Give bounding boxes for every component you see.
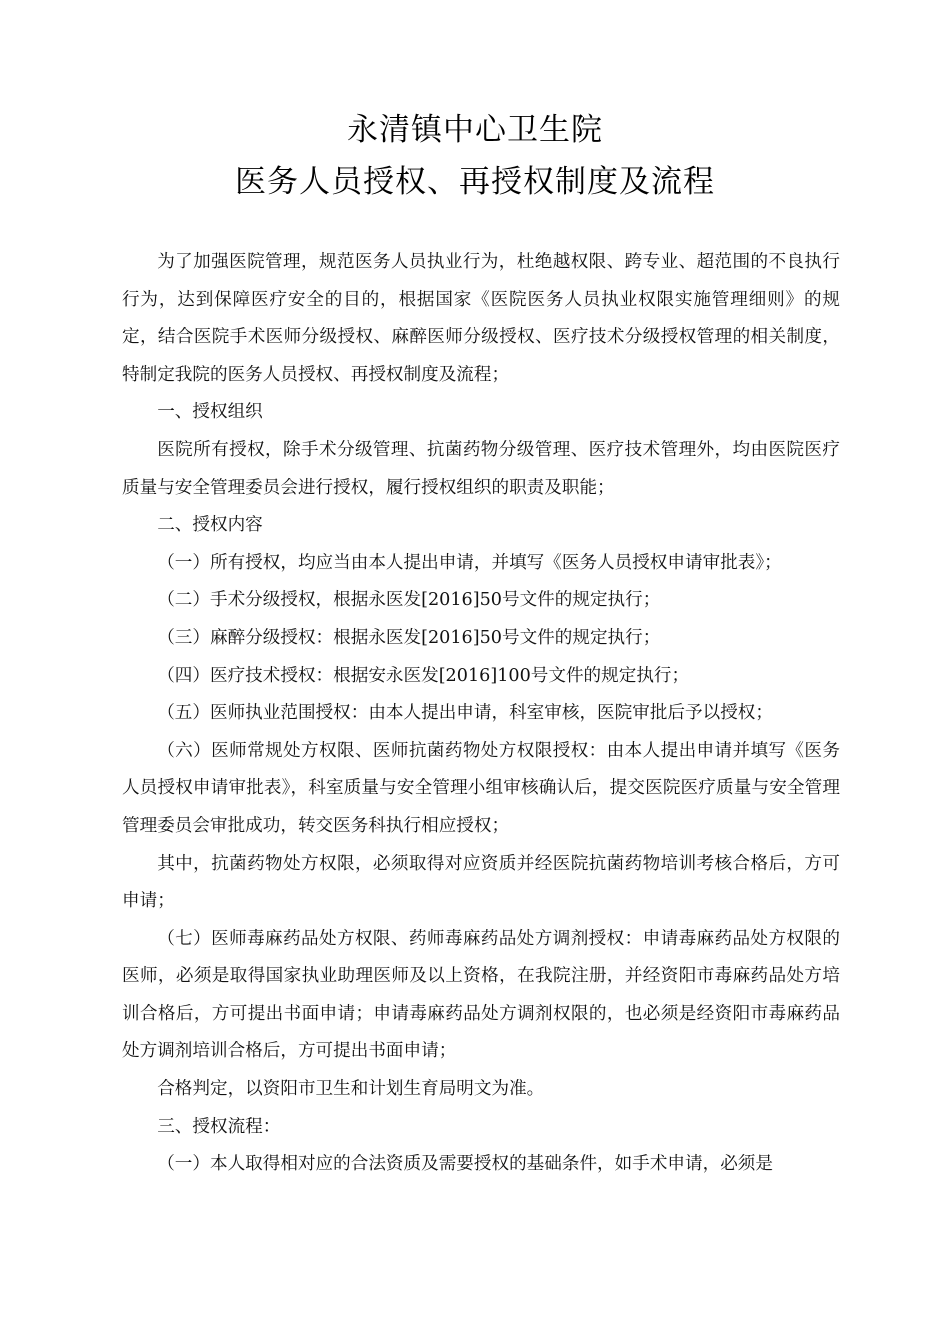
document-body xyxy=(122,244,840,1184)
list-item-2: （二）手术分级授权，根据永医发[2016]50号文件的规定执行； xyxy=(157,590,661,611)
title-hospital-name: 永清镇中心卫生院 xyxy=(347,112,603,148)
list-item-4: （四）医疗技术授权：根据安永医发[2016]100号文件的规定执行； xyxy=(157,665,690,686)
list-item-1: （一）所有授权，均应当由本人提出申请，并填写《医务人员授权申请审批表》； xyxy=(157,552,782,573)
paragraph-section-1: 医院所有授权，除手术分级管理、抗菌药物分级管理、医疗技术管理外，均由医院医疗质量与安全管理委员会进行授权，履行授权组织的职责及职能； xyxy=(122,439,840,498)
heading-section-2: 二、授权内容 xyxy=(157,515,263,536)
list-item-3: （三）麻醉分级授权：根据永医发[2016]50号文件的规定执行； xyxy=(157,627,661,648)
document-title xyxy=(0,104,950,208)
list-item-5: （五）医师执业范围授权：由本人提出申请，科室审核，医院审批后予以授权； xyxy=(157,703,773,724)
paragraph-antibiotic-note: 其中，抗菌药物处方权限，必须取得对应资质并经医院抗菌药物培训考核合格后，方可申请； xyxy=(122,853,840,912)
paragraph-qualification-note: 合格判定，以资阳市卫生和计划生育局明文为准。 xyxy=(157,1079,545,1100)
title-policy-name: 医务人员授权、再授权制度及流程 xyxy=(235,164,715,200)
process-item-1: （一）本人取得相对应的合法资质及需要授权的基础条件，如手术申请，必须是 xyxy=(157,1154,773,1175)
heading-section-3: 三、授权流程： xyxy=(157,1116,281,1137)
paragraph-intro: 为了加强医院管理，规范医务人员执业行为，杜绝越权限、跨专业、超范围的不良执行行为，达到保障医疗安全的目的，根据国家《医院医务人员执业权限实施管理细则》的规定，结合医院手术医师分级授权、麻醉医师分级授权、医疗技术分级授权管理的相关制度，特制定我院的医务人员授权、再授权制度及流程； xyxy=(122,252,840,385)
list-item-6: （六）医师常规处方权限、医师抗菌药物处方权限授权：由本人提出申请并填写《医务人员授权申请审批表》，科室质量与安全管理小组审核确认后，提交医院医疗质量与安全管理管理委员会审批成功，转交医务科执行相应授权； xyxy=(122,740,840,836)
heading-section-1: 一、授权组织 xyxy=(157,402,263,423)
list-item-7: （七）医师毒麻药品处方权限、药师毒麻药品处方调剂授权：申请毒麻药品处方权限的医师，必须是取得国家执业助理医师及以上资格，在我院注册，并经资阳市毒麻药品处方培训合格后，方可提出书面申请；申请毒麻药品处方调剂权限的，也必须是经资阳市毒麻药品处方调剂培训合格后，方可提出书面申请； xyxy=(122,928,840,1062)
